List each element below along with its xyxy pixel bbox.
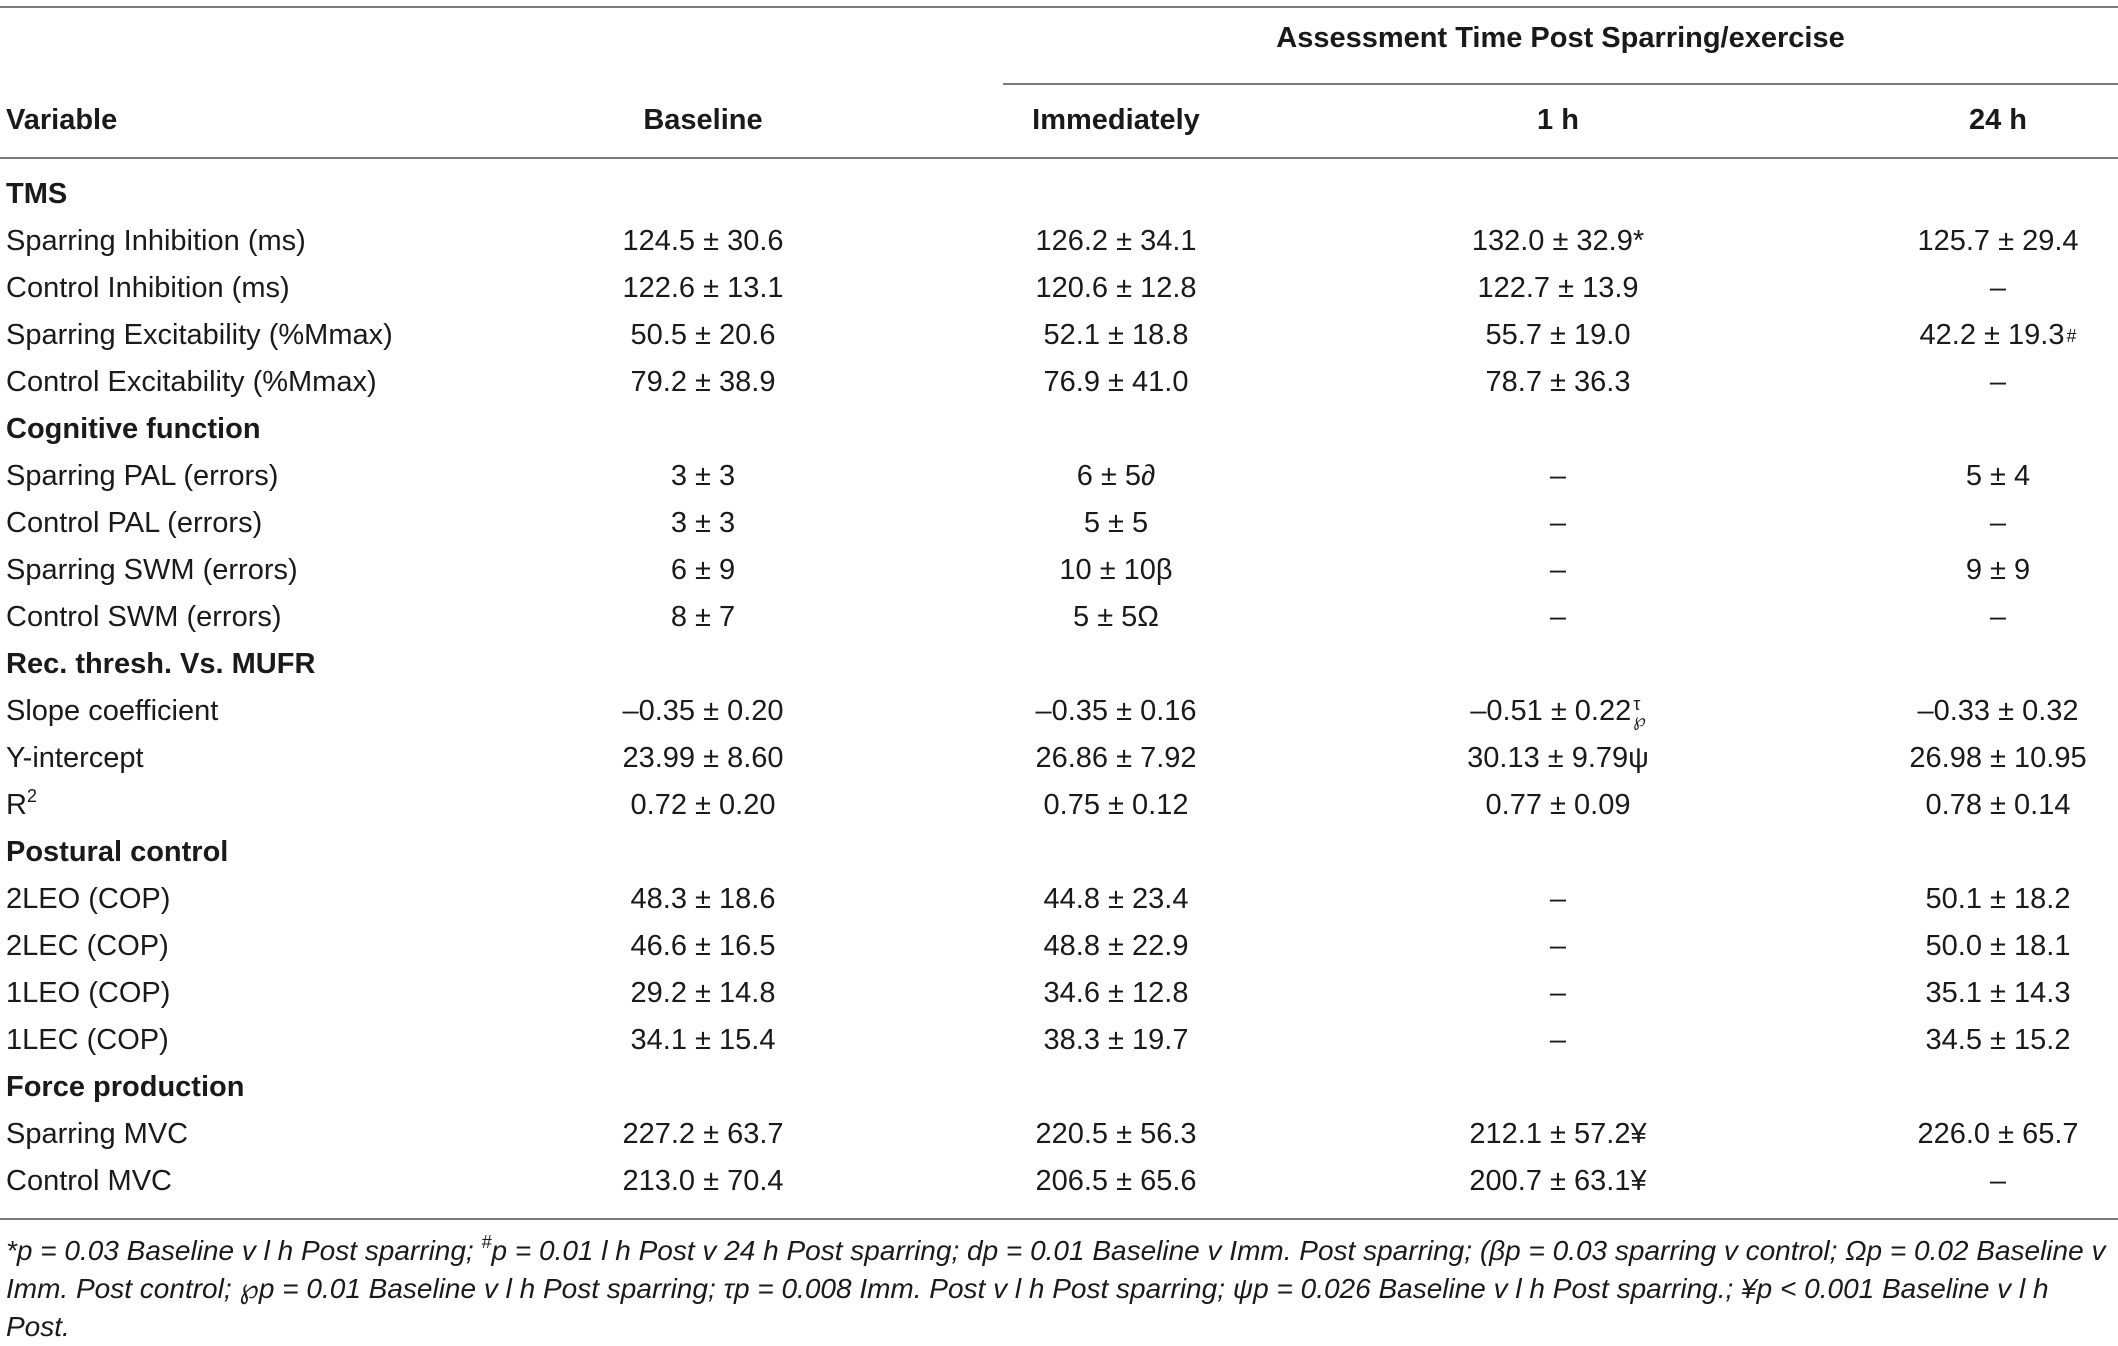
cell-h24: – (1989, 272, 2007, 304)
variable-label: Control Inhibition (ms) (6, 272, 290, 304)
cell-baseline: 23.99 ± 8.60 (622, 742, 784, 774)
cell-baseline: 8 ± 7 (670, 601, 736, 633)
cell-immediately: 38.3 ± 19.7 (1043, 1024, 1189, 1056)
table-row (0, 923, 2118, 970)
table-row (0, 1017, 2118, 1064)
cell-immediately: 206.5 ± 65.6 (1035, 1165, 1197, 1197)
table-row (0, 453, 2118, 500)
cell-baseline: 79.2 ± 38.9 (630, 366, 776, 398)
variable-label: Slope coefficient (6, 695, 219, 727)
table-row (0, 265, 2118, 312)
cell-immediately: 76.9 ± 41.0 (1043, 366, 1189, 398)
cell-h24: 5 ± 4 (1965, 460, 2031, 492)
cell-baseline: 48.3 ± 18.6 (630, 883, 776, 915)
cell-h24: 26.98 ± 10.95 (1909, 742, 2087, 774)
cell-h24: – (1989, 366, 2007, 398)
table-row (0, 594, 2118, 641)
section-label: Cognitive function (6, 413, 261, 445)
variable-label: $R^2$ (6, 786, 37, 821)
section-label: Force production (6, 1071, 245, 1103)
cell-immediately: 10 ± 10β (1059, 554, 1173, 586)
cell-h1: – (1549, 554, 1567, 586)
cell-h1: – (1549, 883, 1567, 915)
table-row (0, 688, 2118, 735)
table-row (0, 547, 2118, 594)
cell-immediately: 5 ± 5 (1083, 507, 1149, 539)
cell-h24: 0.78 ± 0.14 (1925, 789, 2071, 821)
cell-immediately: 0.75 ± 0.12 (1043, 789, 1189, 821)
cell-immediately: –0.35 ± 0.16 (1035, 695, 1197, 727)
cell-h1: – (1549, 977, 1567, 1009)
cell-immediately: 44.8 ± 23.4 (1043, 883, 1189, 915)
cell-baseline: 122.6 ± 13.1 (622, 272, 784, 304)
variable-label: 2LEO (COP) (6, 883, 171, 915)
table-top-rule (0, 6, 2118, 8)
column-header-immediately: Immediately (1032, 104, 1200, 136)
variable-label: 1LEO (COP) (6, 977, 171, 1009)
section-row (0, 641, 2118, 688)
footnote-part1: *p = 0.03 Baseline v l h Post sparring; (6, 1235, 482, 1266)
cell-h1: – (1549, 601, 1567, 633)
cell-h1: 132.0 ± 32.9* (1471, 225, 1645, 257)
cell-baseline: 0.72 ± 0.20 (630, 789, 776, 821)
header-bottom-rule (0, 157, 2118, 159)
variable-label: Sparring Inhibition (ms) (6, 225, 306, 257)
cell-immediately: 26.86 ± 7.92 (1035, 742, 1197, 774)
footnote-part2: p = 0.01 l h Post v 24 h Post sparring; dp = 0.01 Baseline v Imm. Post sparring; (βp = 0.03 sparring v control; Ωp = 0.02 Baseline v Imm. Post control; ℘p = 0.01 Baseline v l h Post sparring; τp = 0.008 Imm. Post v l h Post sparring; ψp = 0.026 Baseline v l h Post sparring.; ¥p < 0.001 Baseline v l h Post. (6, 1235, 2106, 1342)
table-row (0, 782, 2118, 829)
section-label: TMS (6, 178, 68, 210)
cell-h24: 125.7 ± 29.4 (1917, 225, 2079, 257)
table-row (0, 876, 2118, 923)
cell-immediately: 120.6 ± 12.8 (1035, 272, 1197, 304)
cell-h24: 50.0 ± 18.1 (1925, 930, 2071, 962)
table-row (0, 970, 2118, 1017)
cell-h1: – (1549, 1024, 1567, 1056)
cell-immediately: 52.1 ± 18.8 (1043, 319, 1189, 351)
variable-label: Sparring PAL (errors) (6, 460, 279, 492)
cell-immediately: 5 ± 5Ω (1073, 601, 1159, 633)
column-header-variable: Variable (6, 104, 118, 136)
variable-label: Sparring SWM (errors) (6, 554, 298, 586)
table-row (0, 312, 2118, 359)
cell-h24: – (1989, 507, 2007, 539)
cell-h1: – (1549, 930, 1567, 962)
cell-baseline: 6 ± 9 (670, 554, 736, 586)
table-row (0, 1158, 2118, 1205)
section-row (0, 406, 2118, 453)
span-header-rule (1003, 83, 2118, 85)
table-row (0, 1111, 2118, 1158)
variable-label: Control Excitability (%Mmax) (6, 366, 377, 398)
table-row (0, 218, 2118, 265)
cell-h1: 212.1 ± 57.2¥ (1469, 1118, 1647, 1150)
variable-label: Y-intercept (6, 742, 144, 774)
cell-baseline: 3 ± 3 (670, 460, 736, 492)
span-header: Assessment Time Post Sparring/exercise (1276, 22, 1845, 54)
cell-h1: 122.7 ± 13.9 (1477, 272, 1639, 304)
table-row (0, 500, 2118, 547)
variable-label: Control PAL (errors) (6, 507, 263, 539)
cell-h24: 226.0 ± 65.7 (1917, 1118, 2079, 1150)
cell-baseline: 124.5 ± 30.6 (622, 225, 784, 257)
cell-h1: 78.7 ± 36.3 (1485, 366, 1631, 398)
cell-baseline: 34.1 ± 15.4 (630, 1024, 776, 1056)
cell-baseline: 3 ± 3 (670, 507, 736, 539)
cell-immediately: 6 ± 5∂ (1076, 460, 1156, 492)
variable-label: Sparring MVC (6, 1118, 189, 1150)
cell-baseline: 213.0 ± 70.4 (622, 1165, 784, 1197)
cell-h24: 50.1 ± 18.2 (1925, 883, 2071, 915)
variable-label: 1LEC (COP) (6, 1024, 169, 1056)
column-header-1h: 1 h (1537, 104, 1579, 136)
cell-h1: 0.77 ± 0.09 (1485, 789, 1631, 821)
cell-immediately: 48.8 ± 22.9 (1043, 930, 1189, 962)
table-footnote (6, 1232, 2112, 1346)
cell-h1: 200.7 ± 63.1¥ (1469, 1165, 1647, 1197)
cell-baseline: –0.35 ± 0.20 (622, 695, 784, 727)
cell-immediately: 220.5 ± 56.3 (1035, 1118, 1197, 1150)
column-header-24h: 24 h (1968, 104, 2028, 136)
cell-baseline: 46.6 ± 16.5 (630, 930, 776, 962)
cell-h24: 42.2 ± 19.3 # (1919, 319, 2077, 351)
section-row (0, 829, 2118, 876)
cell-h24: –0.33 ± 0.32 (1917, 695, 2079, 727)
cell-immediately: 126.2 ± 34.1 (1035, 225, 1197, 257)
cell-h1: 55.7 ± 19.0 (1485, 319, 1631, 351)
section-row (0, 1064, 2118, 1111)
cell-h1: – (1549, 460, 1567, 492)
section-row (0, 171, 2118, 218)
variable-label: Control SWM (errors) (6, 601, 282, 633)
cell-h1: 30.13 ± 9.79ψ (1467, 742, 1649, 774)
cell-h1: –0.51 ± 0.22 τ ℘ (1470, 694, 1646, 731)
column-header-baseline: Baseline (643, 104, 763, 136)
table-row (0, 735, 2118, 782)
cell-h24: 9 ± 9 (1965, 554, 2031, 586)
cell-baseline: 29.2 ± 14.8 (630, 977, 776, 1009)
cell-immediately: 34.6 ± 12.8 (1043, 977, 1189, 1009)
cell-h24: 34.5 ± 15.2 (1925, 1024, 2071, 1056)
cell-h24: 35.1 ± 14.3 (1925, 977, 2071, 1009)
variable-label: Sparring Excitability (%Mmax) (6, 319, 393, 351)
cell-baseline: 227.2 ± 63.7 (622, 1118, 784, 1150)
section-label: Postural control (6, 836, 229, 868)
variable-label: 2LEC (COP) (6, 930, 169, 962)
table-bottom-rule (0, 1218, 2118, 1220)
footnote-hash-mark: # (481, 1232, 492, 1252)
cell-h1: – (1549, 507, 1567, 539)
variable-label: Control MVC (6, 1165, 172, 1197)
cell-h24: – (1989, 601, 2007, 633)
cell-baseline: 50.5 ± 20.6 (630, 319, 776, 351)
section-label: Rec. thresh. Vs. MUFR (6, 648, 316, 680)
cell-h24: – (1989, 1165, 2007, 1197)
table-row (0, 359, 2118, 406)
